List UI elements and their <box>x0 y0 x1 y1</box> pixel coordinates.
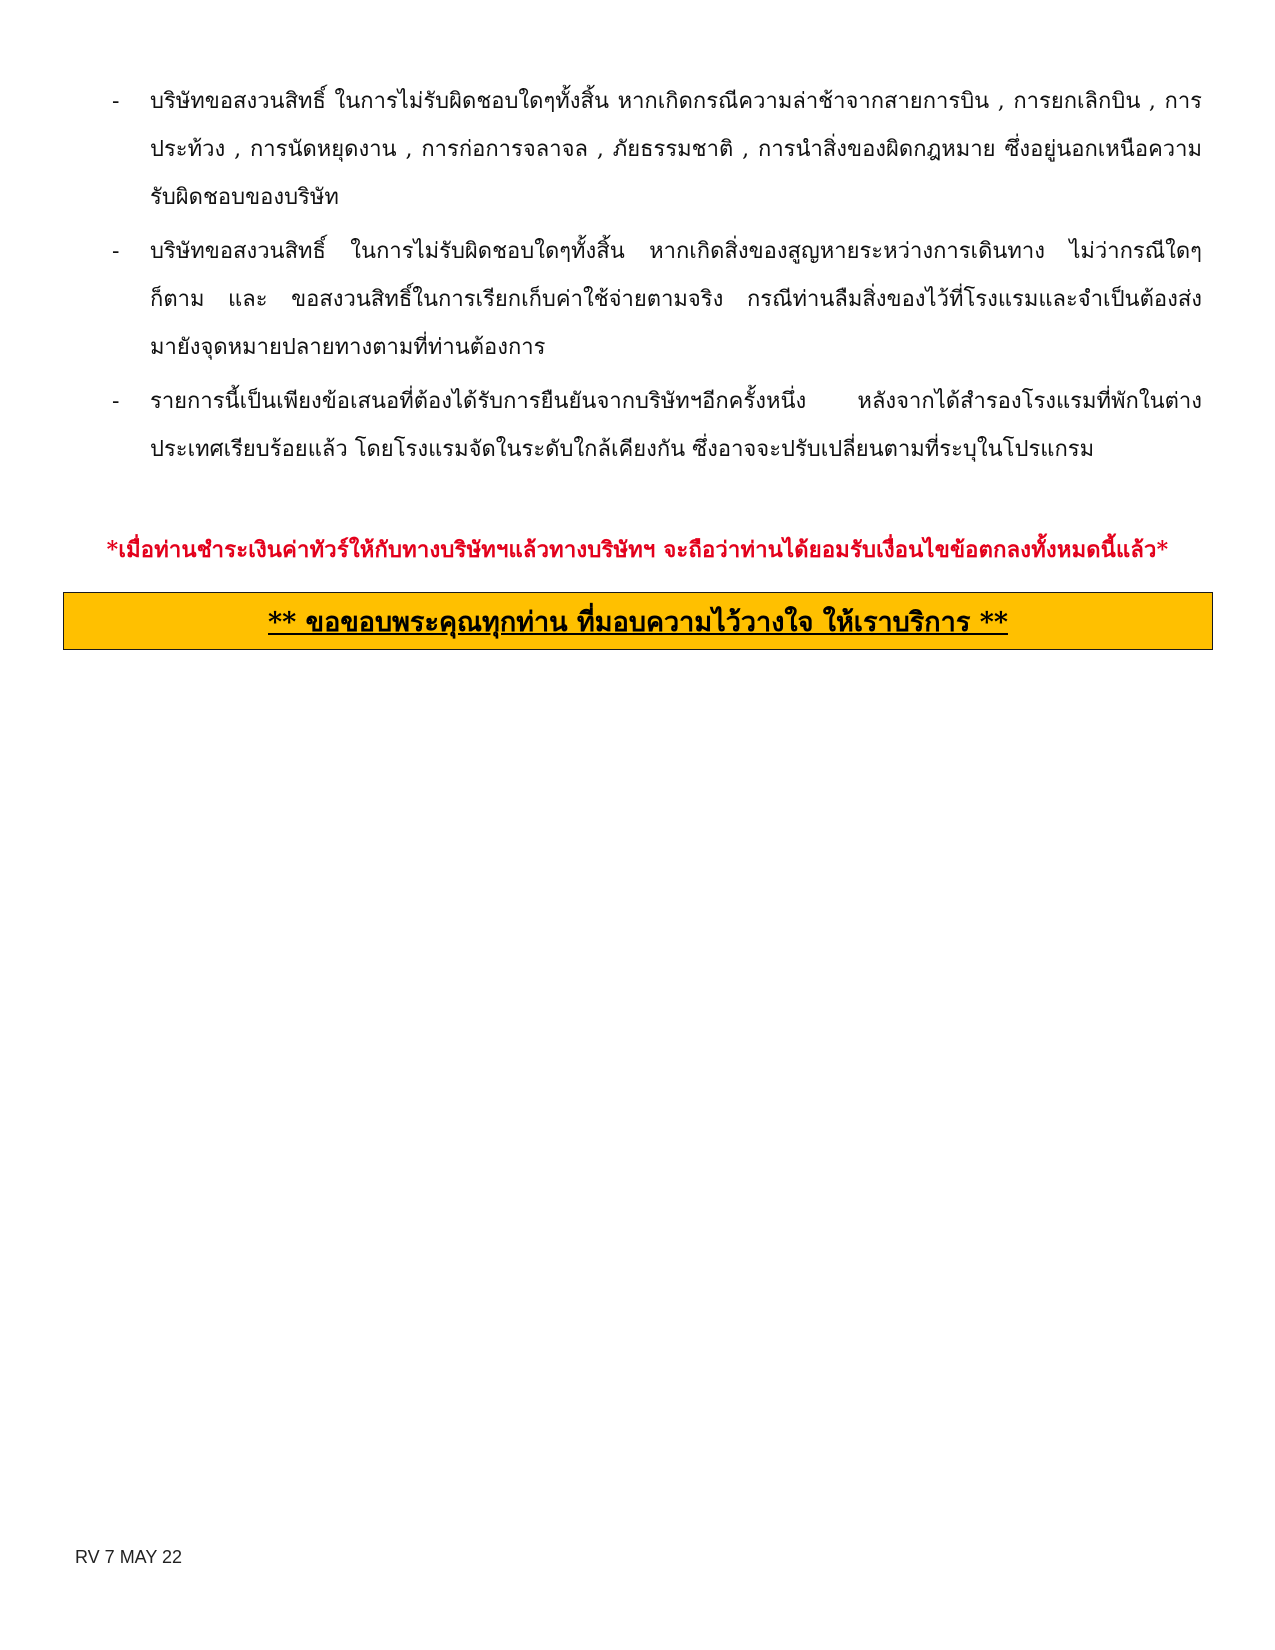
bullet-dash: - <box>112 239 120 264</box>
bullet-dash: - <box>112 89 120 114</box>
thanks-banner <box>63 592 1213 650</box>
thanks-banner-text: ** ขอขอบพระคุณทุกท่าน ที่มอบความไว้วางใจ ให้เราบริการ ** <box>268 606 1008 638</box>
condition-item <box>112 228 1202 372</box>
condition-text: บริษัทขอสงวนสิทธิ์ ในการไม่รับผิดชอบใดๆทั้งสิ้น หากเกิดสิ่งของสูญหายระหว่างการเดินทาง ไม่ว่ากรณีใดๆก็ตาม และ ขอสงวนสิทธิ์ในการเรียกเก็บค่าใช้จ่ายตามจริง กรณีท่านลืมสิ่งของไว้ที่โรงแรมและจำเป็นต้องส่งมายังจุดหมายปลายทางตามที่ท่านต้องการ <box>150 239 1202 360</box>
condition-item <box>112 378 1202 474</box>
condition-text: บริษัทขอสงวนสิทธิ์ ในการไม่รับผิดชอบใดๆทั้งสิ้น หากเกิดกรณีความล่าช้าจากสายการบิน , การยกเลิกบิน , การประท้วง , การนัดหยุดงาน , การก่อการจลาจล , ภัยธรรมชาติ , การนำสิ่งของผิดกฎหมาย ซึ่งอยู่นอกเหนือความรับผิดชอบของบริษัท <box>150 89 1202 210</box>
bullet-dash: - <box>112 389 120 414</box>
condition-text: รายการนี้เป็นเพียงข้อเสนอที่ต้องได้รับการยืนยันจากบริษัทฯอีกครั้งหนึ่ง หลังจากได้สำรองโรงแรมที่พักในต่างประเทศเรียบร้อยแล้ว โดยโรงแรมจัดในระดับใกล้เคียงกัน ซึ่งอาจจะปรับเปลี่ยนตามที่ระบุในโปรแกรม <box>150 389 1202 462</box>
revision-footer: RV 7 MAY 22 <box>75 1547 183 1567</box>
conditions-list <box>112 78 1202 480</box>
payment-acceptance-note: *เมื่อท่านชำระเงินค่าทัวร์ให้กับทางบริษัทฯแล้วทางบริษัทฯ จะถือว่าท่านได้ยอมรับเงื่อนไขข้อตกลงทั้งหมดนี้แล้ว* <box>106 537 1169 563</box>
condition-item <box>112 78 1202 222</box>
